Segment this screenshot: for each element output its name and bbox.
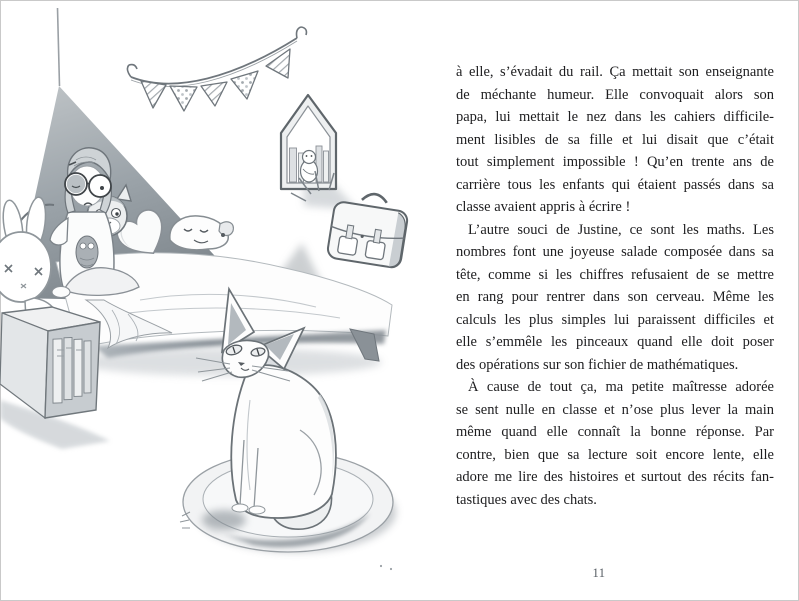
girl-foot bbox=[52, 287, 70, 298]
pennant-garland bbox=[127, 27, 306, 111]
text-line: L’autre souci de Justine, ce sont les maths. Les bbox=[468, 221, 774, 238]
satchel-handle bbox=[362, 192, 388, 204]
text-line: papa, lui mettait le nez dans les cahiers difficile- bbox=[456, 109, 774, 125]
satchel-pocket-right bbox=[365, 240, 385, 260]
satchel-pocket-left bbox=[337, 236, 357, 256]
text-line: tête, comme si les chiffres refusaient de se mettre bbox=[456, 266, 774, 283]
bird-figurine bbox=[301, 151, 318, 183]
flag-striped-1 bbox=[141, 81, 166, 108]
text-line: de méchante humeur. Elle convoquait alors son bbox=[456, 86, 774, 103]
text-line: ment lisibles de sa fille et lui disait que c’était bbox=[456, 131, 774, 148]
text-line: nombres font une joyeuse salade composée dans sa bbox=[456, 244, 774, 260]
sleeping-puppy-plush bbox=[170, 216, 234, 250]
text-line: en rang pour rentrer dans son cerveau. Même les bbox=[456, 289, 774, 305]
pupil bbox=[100, 186, 104, 190]
text-line: calculs les plus simples lui paraissent difficiles et bbox=[456, 311, 774, 328]
garland-hook-right bbox=[297, 27, 307, 38]
owl-print bbox=[76, 236, 98, 268]
page-number: 11 bbox=[592, 566, 606, 580]
flag-striped-2 bbox=[201, 82, 227, 106]
text-line: classe avaient appris à écrire ! bbox=[456, 199, 631, 215]
cube-books bbox=[53, 337, 91, 403]
text-line: À cause de tout ça, ma petite maîtresse adorée bbox=[468, 379, 774, 395]
text-line: contre, bien que sa lecture soit encore lente, elle bbox=[456, 446, 774, 463]
cube-bookshelf bbox=[0, 307, 110, 449]
house-shelf-with-bird bbox=[281, 95, 358, 210]
flag-dotted-2 bbox=[231, 71, 258, 99]
flag-dotted-1 bbox=[170, 86, 197, 111]
text-line: des opérations sur son fichier de mathématiques. bbox=[456, 356, 739, 373]
text-line: carrière tous les enfants qui étaient passés dans sa bbox=[456, 176, 774, 193]
text-line: tastiques avec des chats. bbox=[456, 491, 597, 508]
text-line: tout simplement impossible ! Qu’en trente ans de bbox=[456, 154, 774, 170]
text-line: même quand elle connaît la bonne réponse. Par bbox=[456, 424, 774, 440]
text-line: se sent nulle en classe et n’ose plus lever la main bbox=[456, 401, 774, 418]
story-text bbox=[456, 61, 774, 511]
paper-specks bbox=[380, 565, 392, 570]
text-line: elle s’emmêle les pinceaux quand elle doit poser bbox=[456, 334, 774, 350]
text-line: adore me lire des histoires et surtout des récits fan- bbox=[456, 469, 774, 485]
puppy-ear bbox=[219, 222, 233, 236]
glasses-right-lens bbox=[89, 175, 111, 197]
garland-hook-left bbox=[127, 65, 137, 78]
text-line: à elle, s’évadait du rail. Ça mettait son enseignante bbox=[456, 64, 774, 80]
